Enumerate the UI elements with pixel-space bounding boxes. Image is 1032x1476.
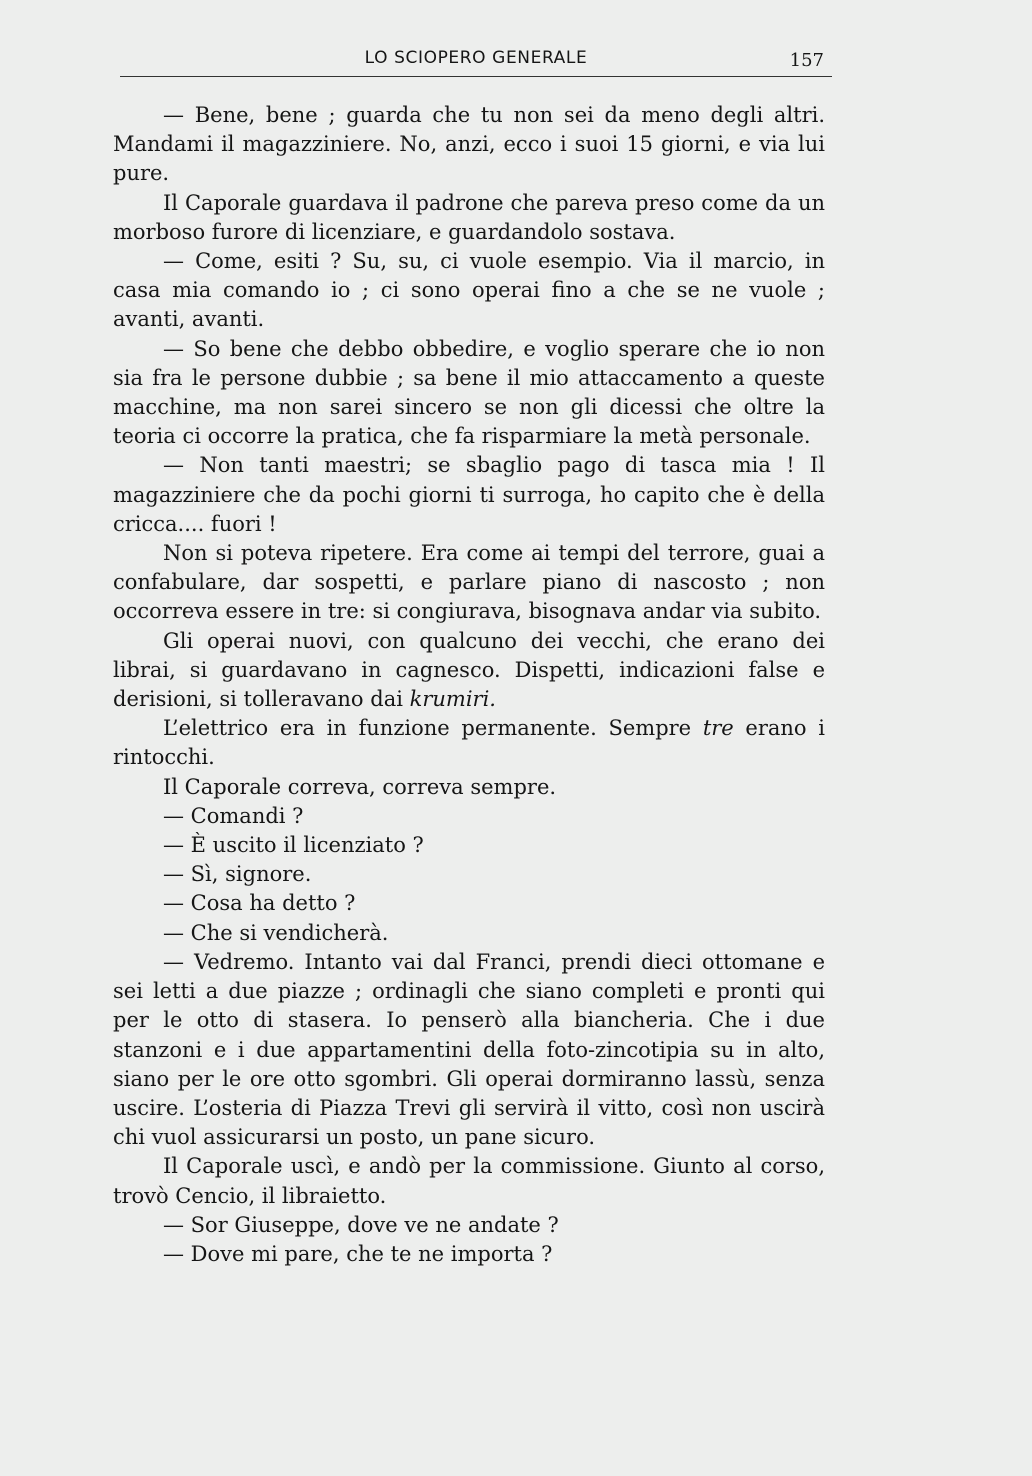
paragraph: Il Caporale guardava il padrone che pareva preso come da un morboso furore di licenziare, e guardandolo sostava. — [113, 190, 825, 244]
dialogue-line: — È uscito il licenziato ? — [163, 833, 424, 858]
italic-word: krumiri. — [409, 687, 496, 712]
dialogue-line: — Sì, signore. — [163, 862, 312, 887]
paragraph-text: Gli operai nuovi, con qualcuno dei vecchi, che erano dei librai, si guardavano in cagnesco. Dispetti, indicazioni false e derisioni, si tolleravano dai — [113, 628, 825, 712]
dialogue-line: — Che si vendicherà. — [163, 920, 389, 945]
paragraph — [113, 714, 825, 772]
paragraph: — Vedremo. Intanto vai dal Franci, prendi dieci ottomane e sei letti a due piazze ; ordinagli che siano completi e pronti qui per le otto di stasera. Io penserò alla biancheria. Che i due stanzoni e i due appartamentini della foto-zincotipia su in alto, siano per le ore otto sgombri. Gli operai dormiranno lassù, senza uscire. L’osteria di Piazza Trevi gli servirà il vitto, così non uscirà chi vuol assicurarsi un posto, un pane sicuro. — [113, 949, 825, 1150]
dialogue-line: — Comandi ? — [163, 803, 304, 828]
paragraph: — Bene, bene ; guarda che tu non sei da meno degli altri. Mandami il magazziniere. No, anzi, ecco i suoi 15 giorni, e via lui pure. — [113, 103, 825, 186]
paragraph-text: erano i rintocchi. — [113, 716, 825, 770]
paragraph: Il Caporale uscì, e andò per la commissione. Giunto al corso, trovò Cencio, il libraietto. — [113, 1154, 825, 1208]
paragraph-text: L’elettrico era in funzione permanente. Sempre — [163, 716, 692, 741]
italic-word: tre — [702, 716, 734, 741]
paragraph: Il Caporale correva, correva sempre. — [163, 774, 557, 799]
dialogue-line: — Cosa ha detto ? — [163, 891, 356, 916]
paragraph: Non si poteva ripetere. Era come ai tempi del terrore, guai a confabulare, dar sospetti, e parlare piano di nascosto ; non occorreva essere in tre: si congiurava, bisognava andar via subito. — [113, 541, 825, 624]
dialogue-line: — Sor Giuseppe, dove ve ne andate ? — [163, 1212, 559, 1237]
page-number: 157 — [789, 50, 824, 71]
running-header — [120, 44, 832, 80]
running-title: LO SCIOPERO GENERALE — [364, 48, 588, 68]
body-text — [113, 101, 825, 1269]
paragraph: — Come, esiti ? Su, su, ci vuole esempio. Via il marcio, in casa mia comando io ; ci sono operai fino a che se ne vuole ; avanti, avanti. — [113, 249, 825, 332]
paragraph: — Non tanti maestri; se sbaglio pago di tasca mia ! Il magazziniere che da pochi giorni ti surroga, ho capito che è della cricca.... fuori ! — [113, 453, 825, 536]
paragraph: — So bene che debbo obbedire, e voglio sperare che io non sia fra le persone dubbie ; sa bene il mio attaccamento a queste macchine, ma non sarei sincero se non gli dicessi che oltre la teoria ci occorre la pratica, che fa risparmiare la metà personale. — [113, 336, 825, 449]
dialogue-line: — Dove mi pare, che te ne importa ? — [163, 1241, 553, 1266]
header-rule — [120, 76, 832, 77]
paragraph — [113, 627, 825, 715]
